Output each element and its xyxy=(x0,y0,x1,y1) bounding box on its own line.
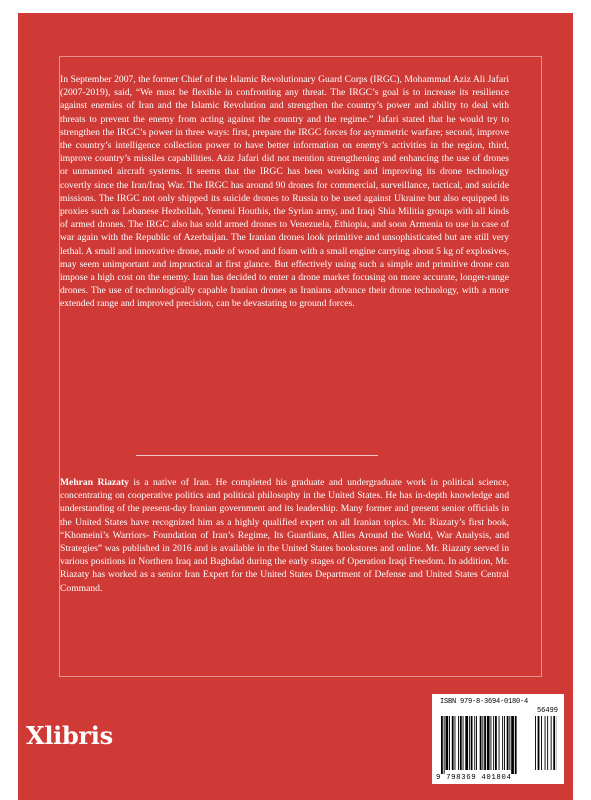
barcode-bar xyxy=(504,716,505,770)
barcode-bar xyxy=(484,716,486,770)
barcode-bar xyxy=(458,716,459,770)
barcode-bar xyxy=(446,716,449,770)
section-divider xyxy=(136,455,378,456)
barcode-bar xyxy=(480,716,482,770)
barcode-bar xyxy=(465,716,468,770)
barcode-bar xyxy=(463,716,464,770)
barcode-bar xyxy=(452,716,454,770)
barcode-bar xyxy=(509,716,510,770)
barcode-bar xyxy=(507,716,509,770)
barcode-bar xyxy=(502,716,503,770)
barcode-bar xyxy=(444,716,445,774)
barcode-addon-bar xyxy=(545,716,546,770)
author-bio xyxy=(60,476,509,595)
barcode-addon-bar xyxy=(553,716,555,770)
author-bio-text: is a native of Iran. He completed his graduate and undergraduate work in political science, concentrating on cooperative politics and political philosophy in the United States. He has in-depth knowledge and understanding of the present-day Iranian government and its leadership. Many former and present senior officials in the United States have recognized him as a highly qualified expert on all Iranian topics. Mr. Riazaty’s first book, “Khomeini’s Warriors- Foundation of Iran’s Regime, Its Guardians, Allies Around the World, War Analysis, and Strategies” was published in 2016 and is available in the United States bookstores and online. Mr. Riazaty served in various positions in Northern Iraq and Baghdad during the early stages of Operation Iraqi Freedom. In addition, Mr. Riazaty has worked as a senior Iran Expert for the United States Department of Defense and United States Central Command. xyxy=(60,477,509,594)
barcode-bar xyxy=(495,716,497,770)
barcode-bar xyxy=(474,716,475,770)
barcode-bar xyxy=(482,716,483,770)
barcode-addon-bar xyxy=(547,716,548,770)
barcode-bar xyxy=(441,716,443,774)
author-name: Mehran Riazaty xyxy=(60,477,129,488)
barcode-bar xyxy=(491,716,492,770)
barcode-addon-bar xyxy=(538,716,540,770)
barcode-addon-bar xyxy=(541,716,542,770)
barcode-bars xyxy=(439,716,557,774)
barcode-bar xyxy=(469,716,470,770)
barcode-addon-digits: 56499 xyxy=(536,707,558,715)
barcode-bar xyxy=(511,716,514,774)
barcode-bar xyxy=(455,716,456,770)
barcode-bar xyxy=(460,716,462,770)
barcode-bar xyxy=(493,716,494,770)
book-summary: In September 2007, the former Chief of the Islamic Revolutionary Guard Corps (IRGC), Mohammad Aziz Ali Jafari (2007-2019), said, “We must be flexible in confronting any threat. The IRGC’s goal is to increase its resilience against enemies of Iran and the Islamic Revolution and strengthen the country’s power and ability to deal with threats to prevent the enemy from acting against the country and the regime.” Jafari stated that he would try to strengthen the IRGC’s power in three ways: first, prepare the IRGC forces for asymmetric warfare; second, improve the country’s intelligence collection power to have better information on enemy’s activities in the region, third, improve country’s missiles capabilities. Aziz Jafari did not mention strengthening and enhancing the use of drones or unmanned aircraft systems. It seems that the IRGC has been working and improving its drone technology covertly since the Iran/Iraq War. The IRGC has around 90 drones for commercial, surveillance, tactical, and suicide missions. The IRGC not only shipped its suicide drones to Russia to be used against Ukraine but also equipped its proxies such as Lebanese Hezbollah, Yemeni Houthis, the Syrian army, and Iraqi Shia Militia groups with all kinds of armed drones. The IRGC also has sold armed drones to Venezuela, Ethiopia, and soon Armenia to use in case of war again with the Republic of Azerbaijan. The Iranian drones look primitive and unsophisticated but are still very lethal. A small and innovative drone, made of wood and foam with a small engine carrying about 5 kg of explosives, may seem unimportant and impractical at first glance. But effectively using such a simple and primitive drone can impose a high cost on the enemy. Iran has decided to enter a drone market focusing on more accurate, longer-range drones. The use of technologically capable Iranian drones as Iranians advance their drone technology, with a more extended range and improved precision, can be devastating to ground forces. xyxy=(60,74,509,310)
isbn-barcode xyxy=(432,694,564,784)
barcode-digits: 9 798369 401804 xyxy=(436,774,512,782)
publisher-logo: Xlibris xyxy=(26,721,113,750)
barcode-bar xyxy=(471,716,473,770)
barcode-bar xyxy=(449,716,450,770)
barcode-bar xyxy=(515,716,517,774)
barcode-bar xyxy=(476,716,477,770)
barcode-bar xyxy=(499,716,500,770)
isbn-label: ISBN 979-8-3694-0180-4 xyxy=(440,698,529,706)
barcode-bar xyxy=(487,716,490,770)
barcode-addon-bar xyxy=(535,716,536,770)
barcode-addon-bar xyxy=(551,716,552,770)
